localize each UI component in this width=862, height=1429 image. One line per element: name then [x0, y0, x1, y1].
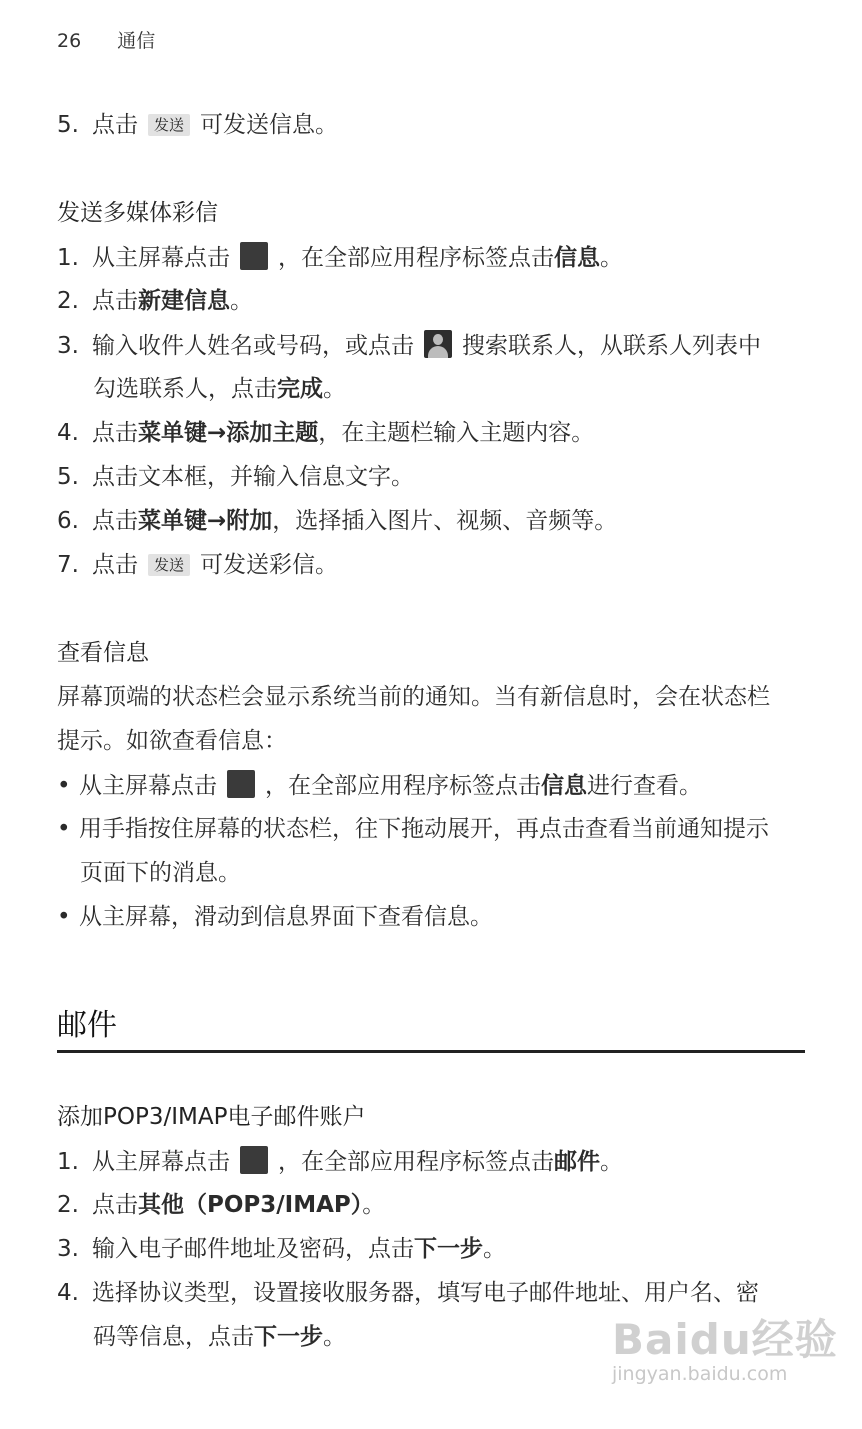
watermark-url: jingyan.baidu.com — [612, 1363, 788, 1385]
mms-heading: 发送多媒体彩信 — [57, 200, 218, 226]
email-step-3: 3. 输入电子邮件地址及密码，点击下一步。 — [57, 1236, 506, 1262]
mms-step-2: 2. 点击新建信息。 — [57, 288, 253, 314]
step-send-sms: 5. 点击 发送 可发送信息。 — [57, 112, 339, 138]
email-step-4-cont: 码等信息，点击下一步。 — [93, 1324, 346, 1350]
mms-step-5: 5. 点击文本框，并输入信息文字。 — [57, 464, 414, 490]
view-para-line-2: 提示。如欲查看信息： — [57, 728, 287, 754]
apps-grid-icon — [227, 770, 255, 798]
section-divider — [57, 1050, 805, 1053]
contact-person-icon — [424, 330, 452, 358]
mms-step-4: 4. 点击菜单键→添加主题，在主题栏输入主题内容。 — [57, 420, 595, 446]
page-number: 26 — [57, 30, 82, 52]
email-heading: 添加POP3/IMAP电子邮件账户 — [57, 1104, 366, 1130]
view-bullet-3: • 从主屏幕，滑动到信息界面下查看信息。 — [57, 904, 493, 930]
view-bullet-2-cont: 页面下的消息。 — [80, 860, 241, 886]
page-header — [57, 26, 155, 53]
apps-grid-icon — [240, 1146, 268, 1174]
mms-step-6: 6. 点击菜单键→附加，选择插入图片、视频、音频等。 — [57, 508, 618, 534]
view-bullet-2: • 用手指按住屏幕的状态栏，往下拖动展开，再点击查看当前通知提示 — [57, 816, 769, 842]
watermark-logo: Baidu经验 — [612, 1315, 838, 1364]
bullet-dot: • — [57, 816, 71, 842]
mms-step-7: 7. 点击 发送 可发送彩信。 — [57, 552, 339, 578]
send-button: 发送 — [148, 114, 190, 136]
email-step-4: 4. 选择协议类型，设置接收服务器，填写电子邮件地址、用户名、密 — [57, 1280, 759, 1306]
mms-step-3-cont: 勾选联系人，点击完成。 — [93, 376, 346, 402]
bullet-dot: • — [57, 773, 71, 799]
bullet-dot: • — [57, 904, 71, 930]
email-step-1: 1. 从主屏幕点击 ，在全部应用程序标签点击邮件。 — [57, 1146, 623, 1177]
mms-step-3: 3. 输入收件人姓名或号码，或点击 搜索联系人，从联系人列表中 — [57, 330, 761, 361]
apps-grid-icon — [240, 242, 268, 270]
email-step-2: 2. 点击其他（POP3/IMAP）。 — [57, 1192, 386, 1218]
email-section-title: 邮件 — [57, 1008, 117, 1043]
view-bullet-1: • 从主屏幕点击 ，在全部应用程序标签点击信息进行查看。 — [57, 770, 702, 801]
baidu-watermark — [612, 1317, 838, 1385]
mms-step-1: 1. 从主屏幕点击 ，在全部应用程序标签点击信息。 — [57, 242, 623, 273]
send-button: 发送 — [148, 554, 190, 576]
view-para-line-1: 屏幕顶端的状态栏会显示系统当前的通知。当有新信息时，会在状态栏 — [57, 684, 770, 710]
chapter-title: 通信 — [117, 30, 156, 52]
view-heading: 查看信息 — [57, 640, 149, 666]
